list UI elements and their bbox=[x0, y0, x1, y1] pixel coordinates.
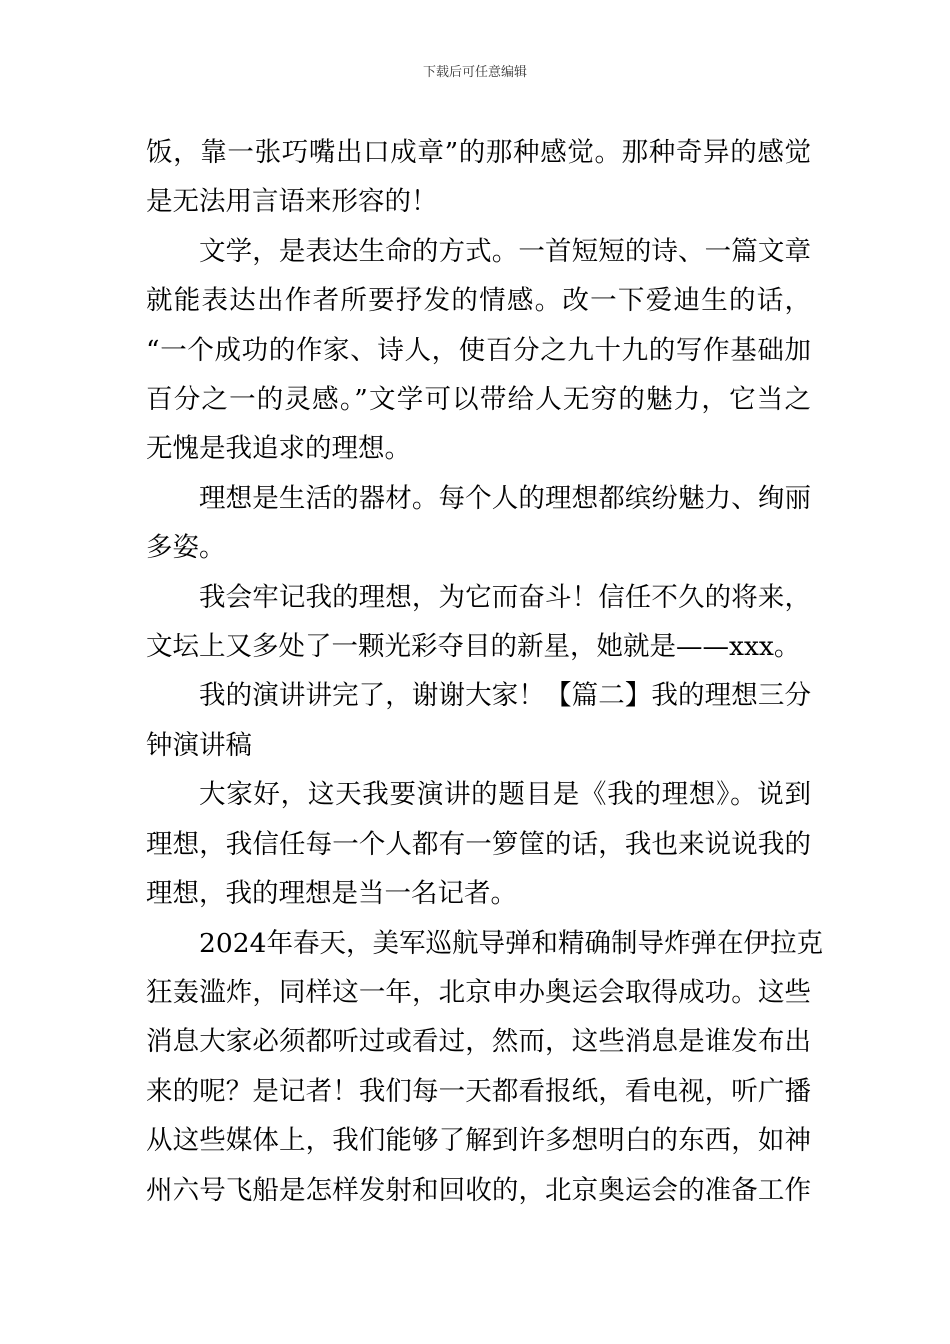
text-line: “一个成功的作家、诗人，使百分之九十九的写作基础加 bbox=[146, 334, 811, 366]
text-line: 文学，是表达生命的方式。一首短短的诗、一篇文章 bbox=[199, 235, 811, 267]
paragraph bbox=[146, 128, 811, 227]
text-line: 理想是生活的器材。每个人的理想都缤纷魅力、绚丽 bbox=[199, 482, 811, 514]
text-line: 我会牢记我的理想，为它而奋斗！信任不久的将来， bbox=[199, 581, 811, 613]
text-line: 大家好，这天我要演讲的题目是《我的理想》。说到 bbox=[199, 779, 811, 811]
text-line: 狂轰滥炸，同样这一年，北京申办奥运会取得成功。这些 bbox=[146, 976, 811, 1008]
paragraph bbox=[146, 671, 811, 770]
text-line: 来的呢？是记者！我们每一天都看报纸，看电视，听广播 bbox=[146, 1075, 811, 1107]
text-line: 钟演讲稿 bbox=[146, 729, 252, 761]
text-line: 理想，我信任每一个人都有一箩筐的话，我也来说说我的 bbox=[146, 828, 811, 860]
text-line: 理想，我的理想是当一名记者。 bbox=[146, 878, 517, 910]
paragraph bbox=[146, 573, 811, 672]
text-line: 饭，靠一张巧嘴出口成章”的那种感觉。那种奇异的感觉 bbox=[146, 137, 811, 168]
page-header: 下载后可任意编辑 bbox=[422, 65, 527, 80]
text-line: 州六号飞船是怎样发射和回收的，北京奥运会的准备工作 bbox=[146, 1174, 811, 1206]
text-line: 是无法用言语来形容的！ bbox=[146, 186, 438, 218]
text-line: 无愧是我追求的理想。 bbox=[146, 433, 411, 465]
text-line: 文坛上又多处了一颗光彩夺目的新星，她就是——xxx。 bbox=[146, 631, 801, 663]
paragraph bbox=[146, 227, 811, 474]
text-line: 多姿。 bbox=[146, 532, 226, 564]
text-line: 消息大家必须都听过或看过，然而，这些消息是谁发布出 bbox=[146, 1026, 811, 1058]
text-line: 从这些媒体上，我们能够了解到许多想明白的东西，如神 bbox=[146, 1125, 811, 1157]
text-line: 我的演讲讲完了，谢谢大家！【篇二】我的理想三分 bbox=[199, 680, 811, 712]
document-body bbox=[146, 128, 823, 1215]
paragraph bbox=[146, 919, 823, 1215]
text-line: 百分之一的灵感。”文学可以带给人无穷的魅力，它当之 bbox=[146, 384, 811, 416]
text-line: 2024年春天，美军巡航导弹和精确制导炸弹在伊拉克 bbox=[199, 927, 823, 959]
text-line: 就能表达出作者所要抒发的情感。改一下爱迪生的话， bbox=[146, 285, 811, 317]
paragraph bbox=[146, 474, 811, 573]
paragraph bbox=[146, 770, 811, 918]
